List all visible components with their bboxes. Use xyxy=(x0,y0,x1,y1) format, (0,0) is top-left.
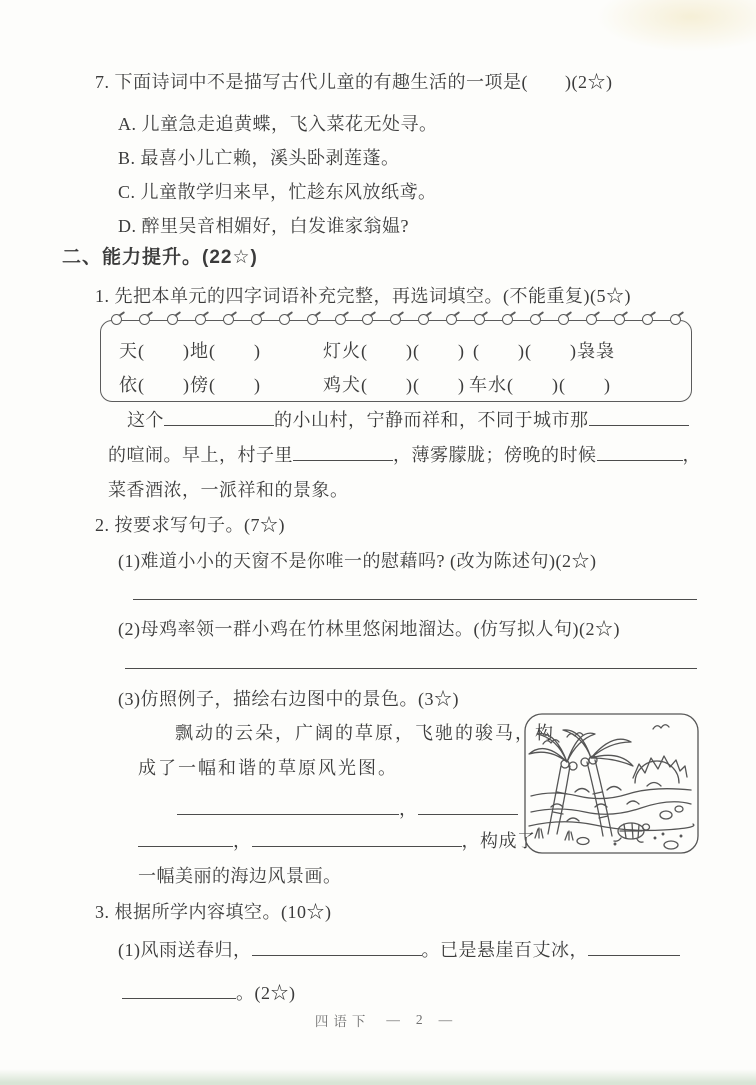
fill-blank xyxy=(588,940,680,956)
q2-fill-row1 xyxy=(177,797,518,821)
text-segment: 的喧闹。早上，村子里 xyxy=(108,445,293,465)
q7-option-b: B. 最喜小儿亡赖，溪头卧剥莲蓬。 xyxy=(118,148,400,168)
binder-ring xyxy=(530,314,541,325)
text-segment: ，薄雾朦胧；傍晚的时候 xyxy=(393,445,597,465)
binder-ring xyxy=(670,314,681,325)
fill-blank xyxy=(177,799,399,815)
footer-book-label: 四语下 xyxy=(314,1014,371,1029)
binder-ring xyxy=(614,314,625,325)
binder-ring xyxy=(418,314,429,325)
q1-stem: 1. 先把本单元的四字词语补充完整，再选词填空。(不能重复)(5☆) xyxy=(95,286,631,306)
word-box-cell: 车水( )( ) xyxy=(469,375,611,395)
binder-ring xyxy=(139,314,150,325)
footer-dash-right: — xyxy=(438,1012,453,1027)
fill-blank xyxy=(138,831,233,847)
fill-blank xyxy=(418,799,518,815)
binder-ring xyxy=(195,314,206,325)
binder-ring xyxy=(251,314,262,325)
q2-fill-row2 xyxy=(138,829,536,853)
q2-sub2: (2)母鸡率领一群小鸡在竹林里悠闲地溜达。(仿写拟人句)(2☆) xyxy=(118,619,620,639)
q1-paragraph-line2 xyxy=(108,443,701,467)
q1-paragraph-line1 xyxy=(127,408,689,432)
binder-ring xyxy=(335,314,346,325)
beach-scene-illustration xyxy=(523,712,700,855)
fill-blank xyxy=(122,983,236,999)
q2-fill-row3 xyxy=(138,864,342,888)
text-segment: 一幅美丽的海边风景画。 xyxy=(138,866,342,886)
text-segment: 。已是悬崖百丈冰， xyxy=(421,940,588,960)
binder-ring xyxy=(390,314,401,325)
q2-stem: 2. 按要求写句子。(7☆) xyxy=(95,515,285,535)
binder-ring xyxy=(279,314,290,325)
q2-sub1: (1)难道小小的天窗不是你唯一的慰藉吗? (改为陈述句)(2☆) xyxy=(118,551,597,571)
binder-ring xyxy=(307,314,318,325)
q7-option-d: D. 醉里吴音相媚好，白发谁家翁媪? xyxy=(118,216,409,236)
fill-blank xyxy=(164,410,274,426)
word-box-cell: 天( )地( ) xyxy=(119,341,261,361)
q2-example-line1: 飘动的云朵，广阔的草原，飞驰的骏马，构 xyxy=(175,723,555,743)
binder-ring xyxy=(502,314,513,325)
text-segment: 菜香酒浓，一派祥和的景象。 xyxy=(108,480,349,500)
word-box-cell: 依( )傍( ) xyxy=(119,375,261,395)
q1-paragraph-line3 xyxy=(108,478,349,502)
q3-stem: 3. 根据所学内容填空。(10☆) xyxy=(95,902,332,922)
binder-ring xyxy=(446,314,457,325)
text-segment: 。(2☆) xyxy=(236,983,296,1003)
binder-ring xyxy=(642,314,653,325)
q7-option-a: A. 儿童急走追黄蝶，飞入菜花无处寻。 xyxy=(118,114,438,134)
fill-blank xyxy=(597,445,683,461)
binder-ring xyxy=(223,314,234,325)
page-footer xyxy=(315,1010,452,1030)
q2-example-line2: 成了一幅和谐的草原风光图。 xyxy=(138,758,398,778)
text-segment: 的小山村，宁静而祥和，不同于城市那 xyxy=(274,410,589,430)
text-segment: ， xyxy=(682,445,701,465)
fill-blank xyxy=(293,445,393,461)
word-box xyxy=(100,320,692,402)
scan-cream-smudge xyxy=(596,0,756,52)
binder-ring xyxy=(586,314,597,325)
binder-ring xyxy=(362,314,373,325)
word-box-cell: 灯火( )( ) xyxy=(323,341,465,361)
text-segment: (1)风雨送春归， xyxy=(118,940,252,960)
q3-sub1-line1 xyxy=(118,938,680,962)
fill-blank xyxy=(589,410,689,426)
word-box-cell: 鸡犬( )( ) xyxy=(323,375,465,395)
binder-rings xyxy=(111,314,681,325)
answer-line xyxy=(133,586,697,600)
q3-sub1-line2 xyxy=(122,981,296,1005)
fill-blank xyxy=(252,940,422,956)
section2-title: 二、能力提升。(22☆) xyxy=(62,247,258,268)
scan-green-strip xyxy=(0,1069,756,1085)
text-segment: 这个 xyxy=(127,410,164,430)
answer-line xyxy=(125,655,697,669)
binder-ring xyxy=(111,314,122,325)
text-segment: ， xyxy=(399,799,418,819)
footer-dash-left: — xyxy=(386,1012,400,1027)
fill-blank xyxy=(252,831,462,847)
footer-page-number: 2 xyxy=(415,1012,423,1027)
q7-stem: 7. 下面诗词中不是描写古代儿童的有趣生活的一项是( )(2☆) xyxy=(95,72,613,92)
q7-option-c: C. 儿童散学归来早，忙趁东风放纸鸢。 xyxy=(118,182,437,202)
binder-ring xyxy=(167,314,178,325)
word-box-cell: ( )( )袅袅 xyxy=(473,341,615,361)
binder-ring xyxy=(558,314,569,325)
q2-sub3: (3)仿照例子，描绘右边图中的景色。(3☆) xyxy=(118,689,459,709)
text-segment: ， xyxy=(233,831,252,851)
binder-ring xyxy=(474,314,485,325)
text-segment: ，构成了 xyxy=(461,831,536,851)
